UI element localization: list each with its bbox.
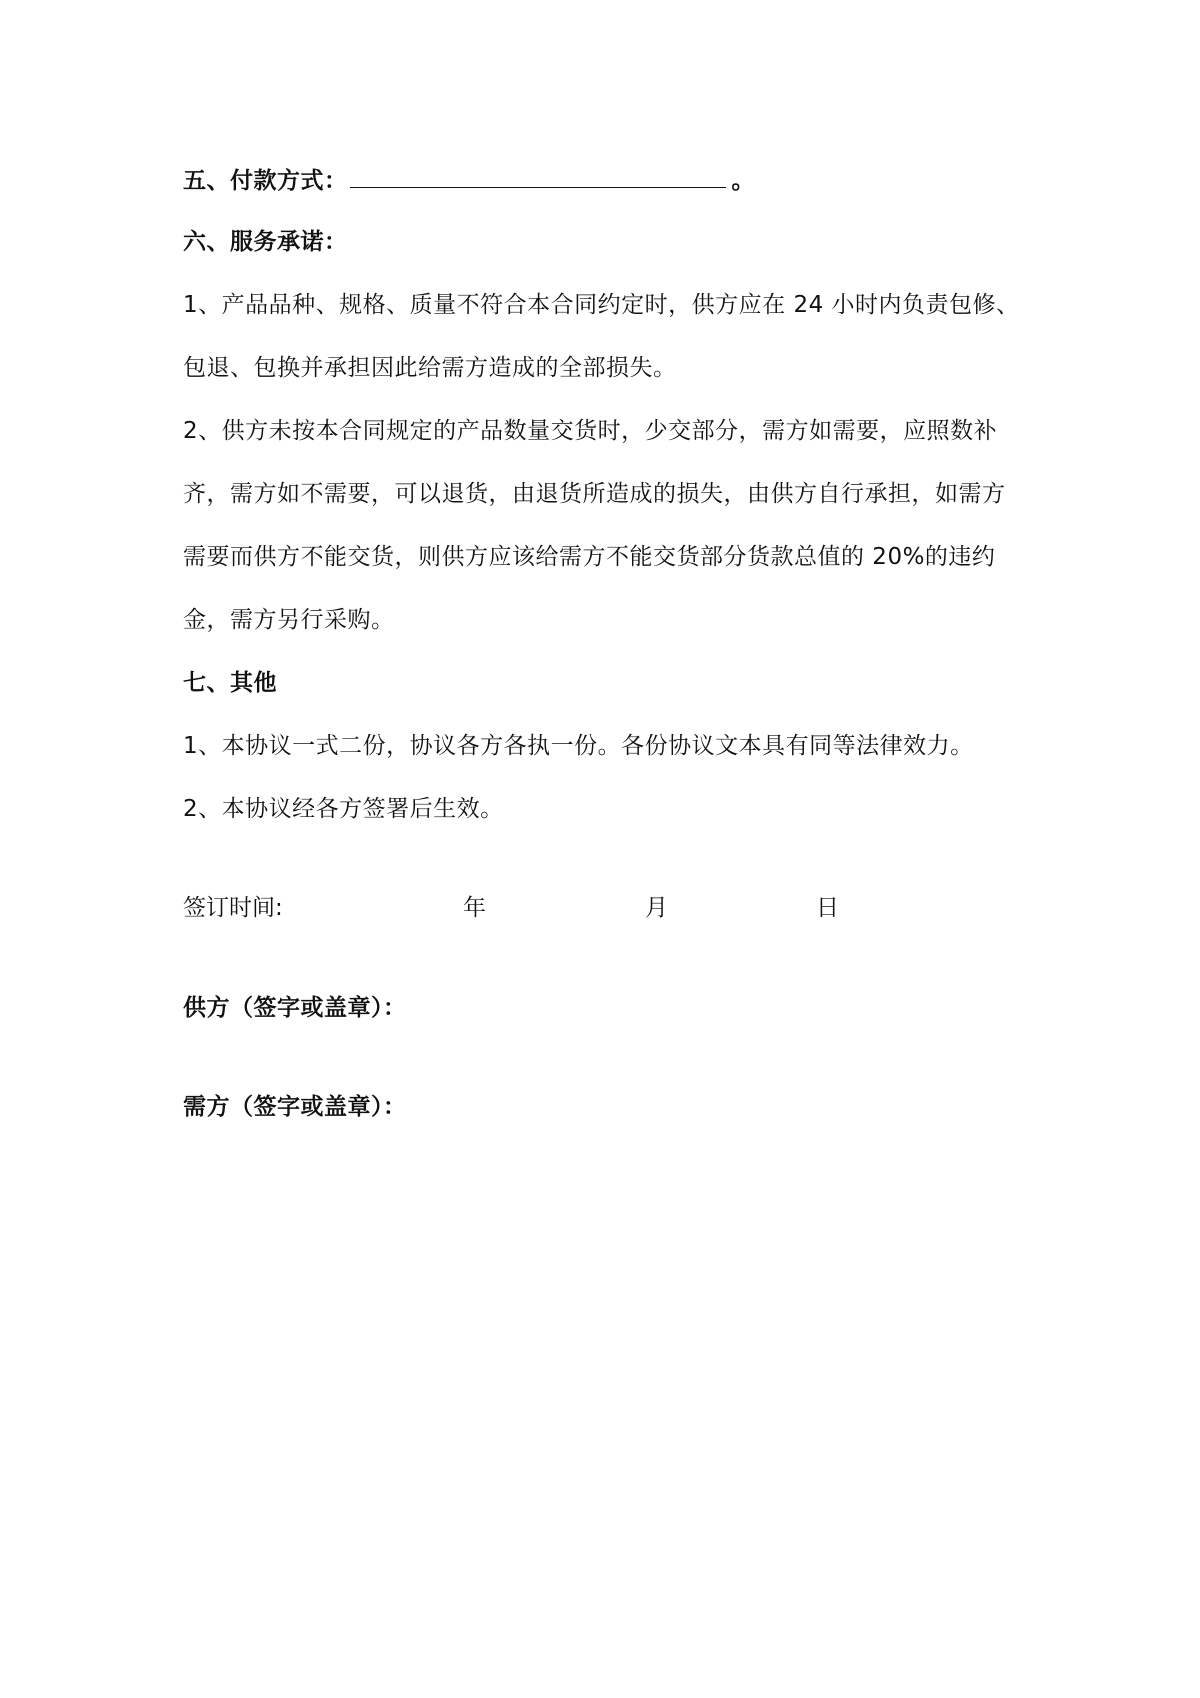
service-clause-2-line-3: 需要而供方不能交货，则供方应该给需方不能交货部分货款总值的 20%的违约 <box>183 544 996 570</box>
service-clause-2-line-2: 齐，需方如不需要，可以退货，由退货所造成的损失，由供方自行承担，如需方 <box>183 481 1006 507</box>
service-clause-1-line-2: 包退、包换并承担因此给需方造成的全部损失。 <box>183 355 677 381</box>
payment-method-blank[interactable] <box>350 163 726 188</box>
other-clause-2: 2、本协议经各方签署后生效。 <box>183 796 504 822</box>
signing-date-month: 月 <box>645 895 668 921</box>
service-heading: 六、服务承诺： <box>183 229 348 255</box>
signing-date-year: 年 <box>463 895 486 921</box>
service-clause-1-line-1: 1、产品品种、规格、质量不符合本合同约定时，供方应在 24 小时内负责包修、 <box>183 292 1020 318</box>
other-heading: 七、其他 <box>183 670 277 696</box>
payment-method-end: 。 <box>731 168 755 194</box>
signing-date-label: 签订时间: <box>183 895 283 921</box>
service-clause-2-line-1: 2、供方未按本合同规定的产品数量交货时，少交部分，需方如需要，应照数补 <box>183 418 998 444</box>
payment-method-line <box>183 163 1025 198</box>
service-clause-2-line-4: 金，需方另行采购。 <box>183 607 395 633</box>
payment-method-label: 五、付款方式： <box>183 168 348 194</box>
other-clause-1: 1、本协议一式二份，协议各方各执一份。各份协议文本具有同等法律效力。 <box>183 733 974 759</box>
signing-date-day: 日 <box>816 895 839 921</box>
supplier-signature-label: 供方（签字或盖章）： <box>183 995 407 1021</box>
signing-date-row <box>0 891 1200 925</box>
buyer-signature-label: 需方（签字或盖章）： <box>183 1094 407 1120</box>
